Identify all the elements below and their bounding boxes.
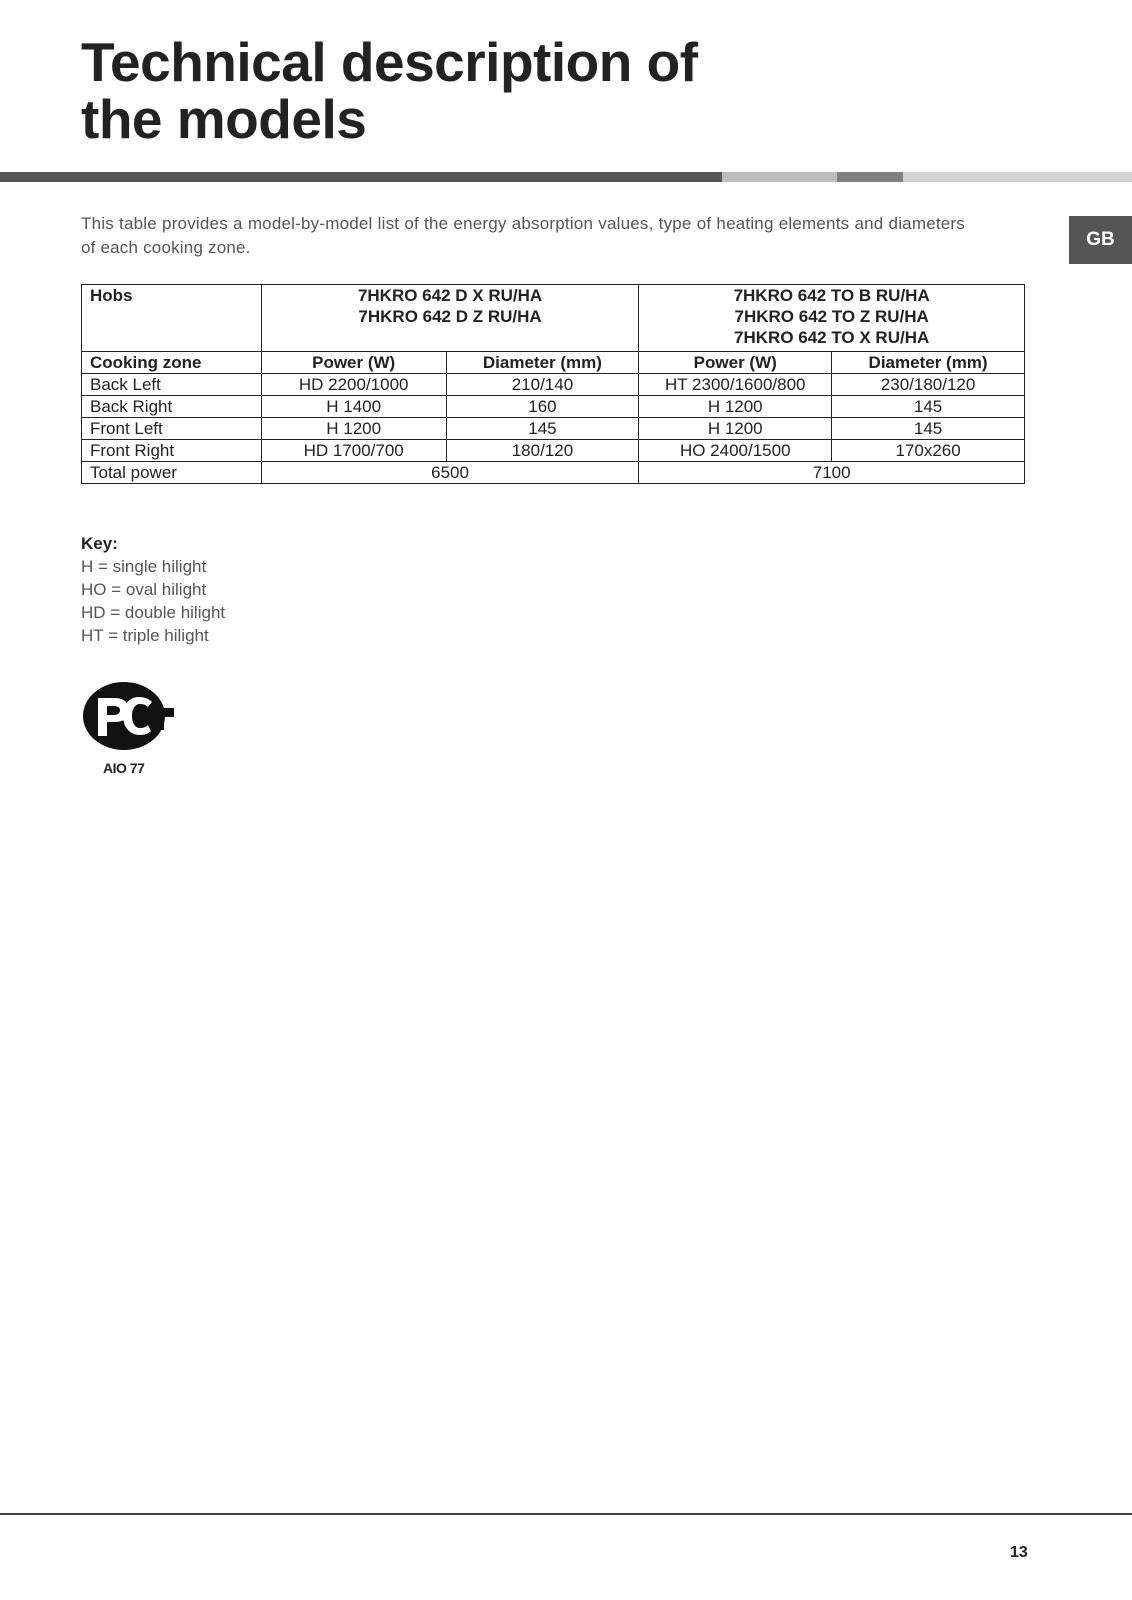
diameter-cell: 180/120 — [446, 440, 639, 462]
power-header: Power (W) — [639, 352, 832, 374]
cooking-zone-header: Cooking zone — [82, 352, 262, 374]
header-band-pale — [903, 172, 1132, 182]
intro-text: This table provides a model-by-model list of the energy absorption values, type of heating elements and diameters of each cooking zone. — [81, 214, 965, 257]
power-header: Power (W) — [261, 352, 446, 374]
power-cell: HT 2300/1600/800 — [639, 374, 832, 396]
power-cell: HD 2200/1000 — [261, 374, 446, 396]
total-label: Total power — [82, 462, 262, 484]
page-number: 13 — [1010, 1544, 1028, 1561]
zone-label: Front Left — [82, 418, 262, 440]
zone-label: Front Right — [82, 440, 262, 462]
model-name: 7HKRO 642 TO X RU/HA — [734, 328, 930, 347]
model-spec-table — [81, 284, 1025, 484]
total-value-group-1: 6500 — [261, 462, 639, 484]
key-item: HT = triple hilight — [81, 626, 209, 645]
pct-certification-logo — [82, 680, 178, 752]
zone-label: Back Right — [82, 396, 262, 418]
table-row — [82, 374, 1025, 396]
header-band-mid — [837, 172, 903, 182]
key-item: HO = oval hilight — [81, 580, 207, 599]
diameter-header: Diameter (mm) — [446, 352, 639, 374]
total-power-row — [82, 462, 1025, 484]
power-cell: H 1200 — [639, 396, 832, 418]
power-cell: H 1400 — [261, 396, 446, 418]
key-item: HD = double hilight — [81, 603, 226, 622]
model-name: 7HKRO 642 TO Z RU/HA — [734, 307, 929, 326]
key-item: H = single hilight — [81, 557, 207, 576]
table-row — [82, 418, 1025, 440]
power-cell: H 1200 — [261, 418, 446, 440]
power-cell: HO 2400/1500 — [639, 440, 832, 462]
title-line-2: the models — [81, 88, 367, 150]
diameter-cell: 145 — [446, 418, 639, 440]
model-name: 7HKRO 642 TO B RU/HA — [733, 286, 930, 305]
title-line-1: Technical description of — [81, 31, 698, 93]
language-tab: GB — [1069, 216, 1132, 264]
header-band-dark — [0, 172, 722, 182]
certification-code: AIO 77 — [103, 760, 145, 776]
zone-label: Back Left — [82, 374, 262, 396]
diameter-cell: 145 — [832, 396, 1025, 418]
diameter-cell: 230/180/120 — [832, 374, 1025, 396]
model-group-2 — [639, 285, 1025, 352]
diameter-cell: 170x260 — [832, 440, 1025, 462]
diameter-cell: 145 — [832, 418, 1025, 440]
diameter-cell: 210/140 — [446, 374, 639, 396]
key-title: Key: — [81, 534, 118, 553]
model-name: 7HKRO 642 D X RU/HA — [357, 286, 543, 305]
table-row — [82, 440, 1025, 462]
footer-divider — [0, 1513, 1132, 1515]
power-cell: H 1200 — [639, 418, 832, 440]
header-band-light — [722, 172, 837, 182]
diameter-header: Diameter (mm) — [832, 352, 1025, 374]
power-cell: HD 1700/700 — [261, 440, 446, 462]
total-value-group-2: 7100 — [639, 462, 1025, 484]
column-header-row — [82, 352, 1025, 374]
diameter-cell: 160 — [446, 396, 639, 418]
model-group-1 — [261, 285, 639, 352]
key-legend — [81, 532, 225, 647]
models-header-row — [82, 285, 1025, 352]
model-name: 7HKRO 642 D Z RU/HA — [358, 307, 542, 326]
table-row — [82, 396, 1025, 418]
page-title — [81, 31, 698, 150]
hobs-label: Hobs — [82, 285, 262, 352]
